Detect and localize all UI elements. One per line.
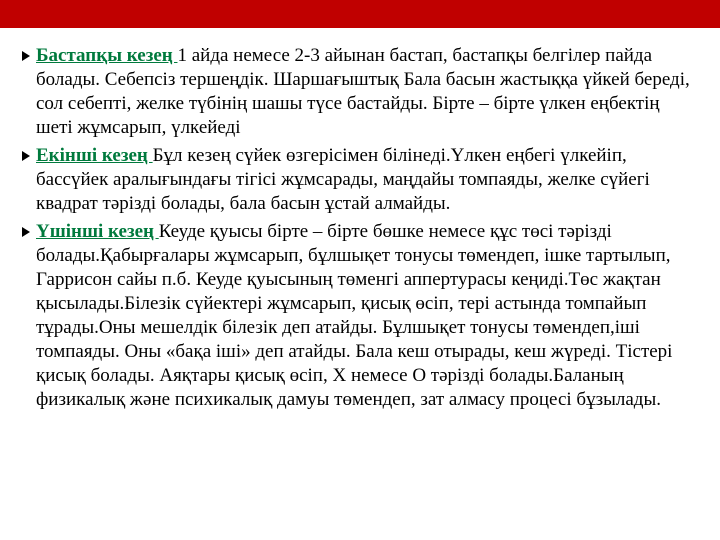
stage-3-heading: Үшінші кезең [36,221,159,242]
stage-2-text: Бұл кезең сүйек өзгерісімен білінеді.Үлкен еңбегі үлкейіп, бассүйек аралығындағы тігісі жұмсарады, маңдайы томпаяды, желке сүйегі квадрат тәрізді болады, бала басын ұстай алмайды. [36,145,650,214]
paragraph-stage-3 [22,220,698,412]
stage-1-heading: Бастапқы кезең [36,45,178,66]
arrow-bullet-icon [22,51,30,61]
paragraph-stage-1 [22,44,698,140]
paragraph-stage-2 [22,144,698,216]
stage-3-text: Кеуде қуысы бірте – бірте бөшке немесе құс төсі тәрізді болады.Қабырғалары жұмсарып, бұлшықет тонусы төмендеп, ішке тартылып, Гаррисон сайы п.б. Кеуде қуысының төменгі аппертурасы кеңиді.Төс жақтан қысылады.Білезік сүйектері жұмсарып, қисық өсіп, тері астында томпайып тұрады.Оны мешелдік білезік деп атайды. Бұлшықет тонусы төмендеп,іші томпаяды. Оны «бақа іші» деп атайды. Бала кеш отырады, кеш жүреді. Тістері қисық болады. Аяқтары қисық өсіп, Х немесе О тәрізді болады.Баланың физикалық және психикалық дамуы төмендеп, зат алмасу процесі бұзылады. [36,221,673,410]
arrow-bullet-icon [22,151,30,161]
stage-2-heading: Екінші кезең [36,145,153,166]
stage-1-text: 1 айда немесе 2-3 айынан бастап, бастапқы белгілер пайда болады. Себепсіз тершеңдік. Шаршағыштық Бала басын жастыққа үйкей береді, сол себепті, желке түбінің шашы түсе бастайды. Бірте – бірте үлкен еңбектің шеті жұмсарып, үлкейеді [36,45,690,138]
slide-content [22,44,698,416]
top-bar [0,0,720,28]
arrow-bullet-icon [22,227,30,237]
